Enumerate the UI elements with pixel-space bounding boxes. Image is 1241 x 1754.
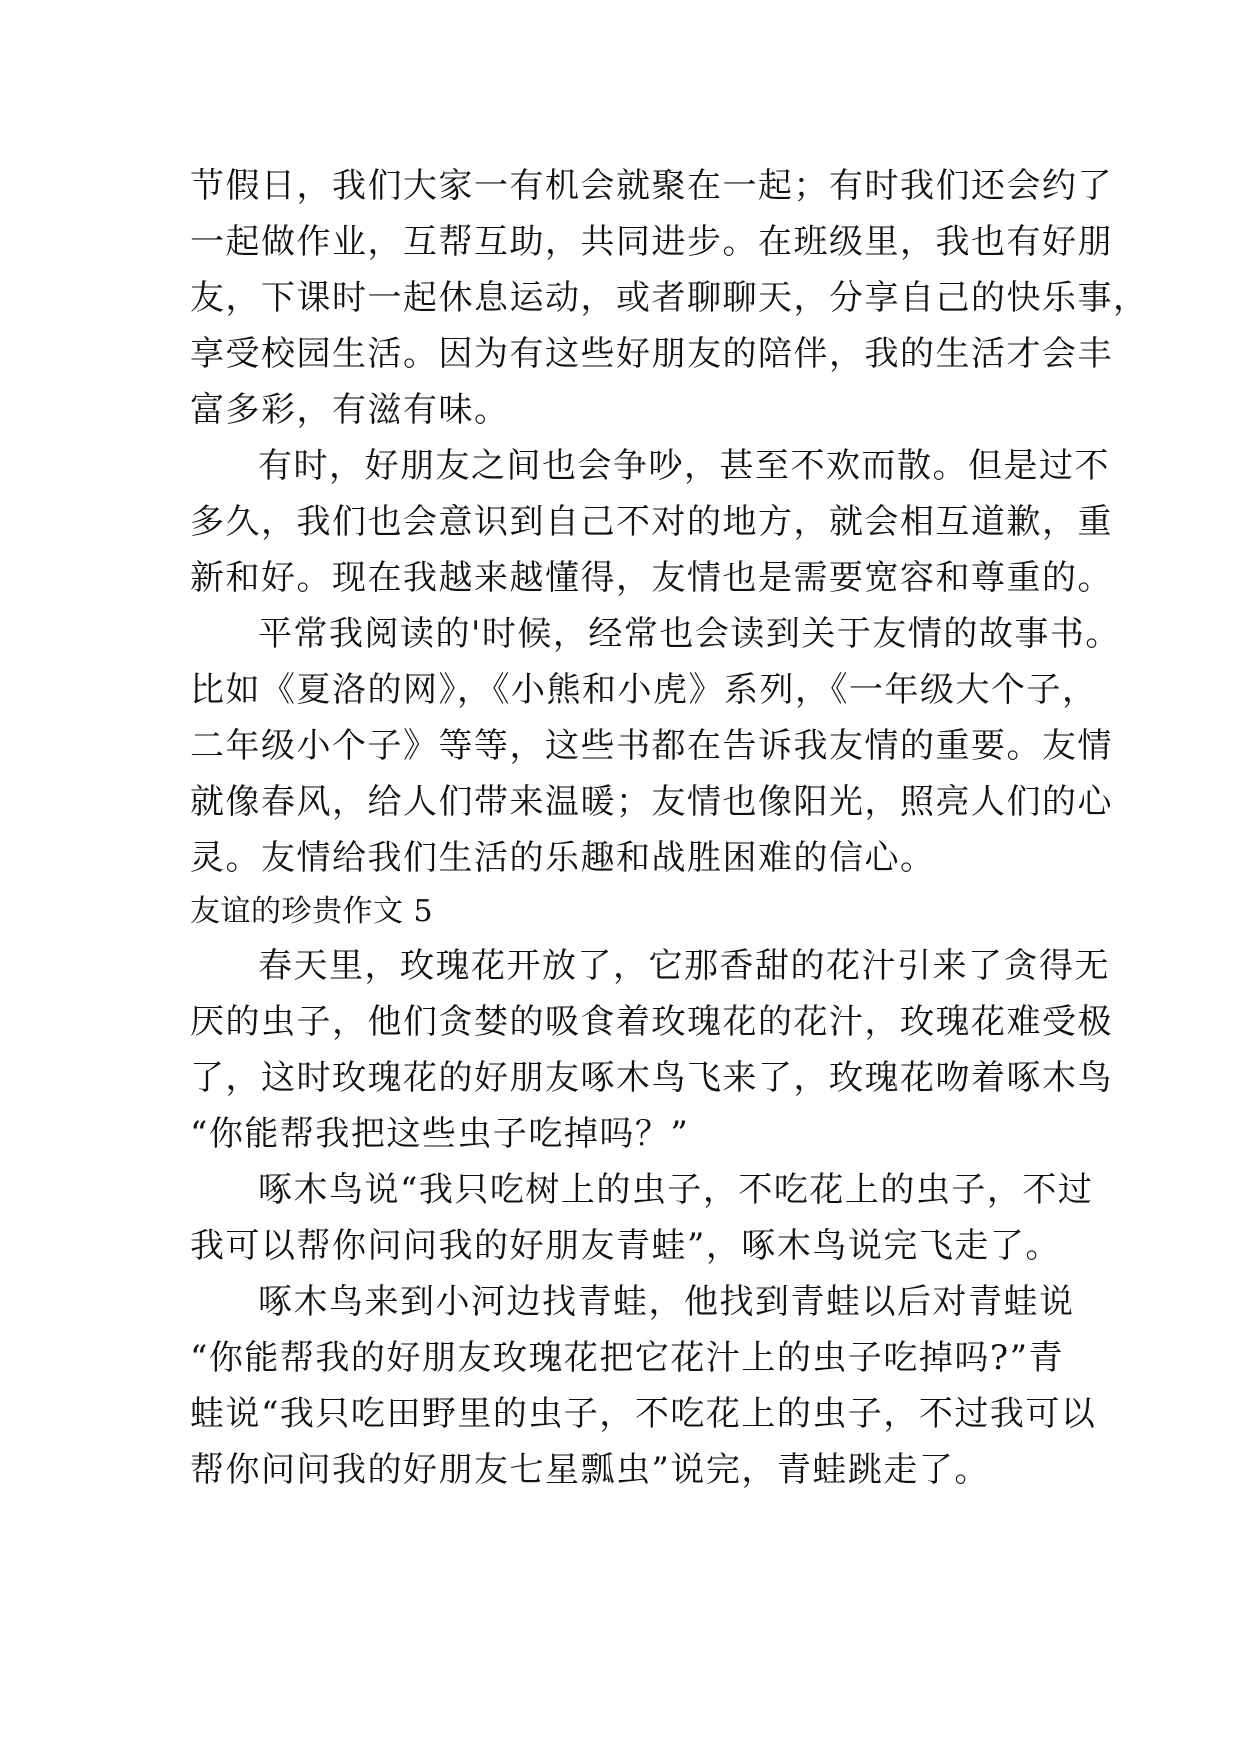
paragraph-line: 啄木鸟说“我只吃树上的虫子，不吃花上的虫子，不过 bbox=[258, 1170, 1094, 1210]
paragraph-line: 友，下课时一起休息运动，或者聊聊天，分享自己的快乐事， bbox=[190, 278, 1149, 318]
paragraph-line: 比如《夏洛的网》，《小熊和小虎》系列，《一年级大个子， bbox=[190, 670, 1098, 710]
paragraph-line: 节假日，我们大家一有机会就聚在一起；有时我们还会约了 bbox=[190, 166, 1113, 206]
paragraph-line: 有时，好朋友之间也会争吵，甚至不欢而散。但是过不 bbox=[258, 446, 1110, 486]
paragraph-line: “你能帮我的好朋友玫瑰花把它花汁上的虫子吃掉吗?”青 bbox=[190, 1338, 1064, 1378]
paragraph-line: 平常我阅读的'时候，经常也会读到关于友情的故事书。 bbox=[258, 614, 1121, 654]
paragraph-line: 蛙说“我只吃田野里的虫子，不吃花上的虫子，不过我可以 bbox=[190, 1394, 1097, 1434]
paragraph-line: 二年级小个子》等等，这些书都在告诉我友情的重要。友情 bbox=[190, 726, 1113, 766]
paragraph-line: 就像春风，给人们带来温暖；友情也像阳光，照亮人们的心 bbox=[190, 782, 1113, 822]
paragraph-line: “你能帮我把这些虫子吃掉吗？” bbox=[190, 1114, 690, 1154]
paragraph-line: 我可以帮你问问我的好朋友青蛙”，啄木鸟说完飞走了。 bbox=[190, 1226, 1061, 1266]
paragraph-line: 享受校园生活。因为有这些好朋友的陪伴，我的生活才会丰 bbox=[190, 334, 1113, 374]
paragraph-line: 新和好。现在我越来越懂得，友情也是需要宽容和尊重的。 bbox=[190, 558, 1113, 598]
paragraph-line: 春天里，玫瑰花开放了，它那香甜的花汁引来了贪得无 bbox=[258, 946, 1110, 986]
paragraph-line: 灵。友情给我们生活的乐趣和战胜困难的信心。 bbox=[190, 838, 936, 878]
paragraph-line: 多久，我们也会意识到自己不对的地方，就会相互道歉，重 bbox=[190, 502, 1113, 542]
paragraph-line: 富多彩，有滋有味。 bbox=[190, 390, 510, 430]
paragraph-line: 啄木鸟来到小河边找青蛙，他找到青蛙以后对青蛙说 bbox=[258, 1282, 1075, 1322]
section-heading: 友谊的珍贵作文 5 bbox=[190, 894, 434, 929]
paragraph-line: 一起做作业，互帮互助，共同进步。在班级里，我也有好朋 bbox=[190, 222, 1113, 262]
paragraph-line: 了，这时玫瑰花的好朋友啄木鸟飞来了，玫瑰花吻着啄木鸟 bbox=[190, 1058, 1113, 1098]
paragraph-line: 帮你问问我的好朋友七星瓢虫”说完，青蛙跳走了。 bbox=[190, 1450, 990, 1490]
paragraph-line: 厌的虫子，他们贪婪的吸食着玫瑰花的花汁，玫瑰花难受极 bbox=[190, 1002, 1113, 1042]
